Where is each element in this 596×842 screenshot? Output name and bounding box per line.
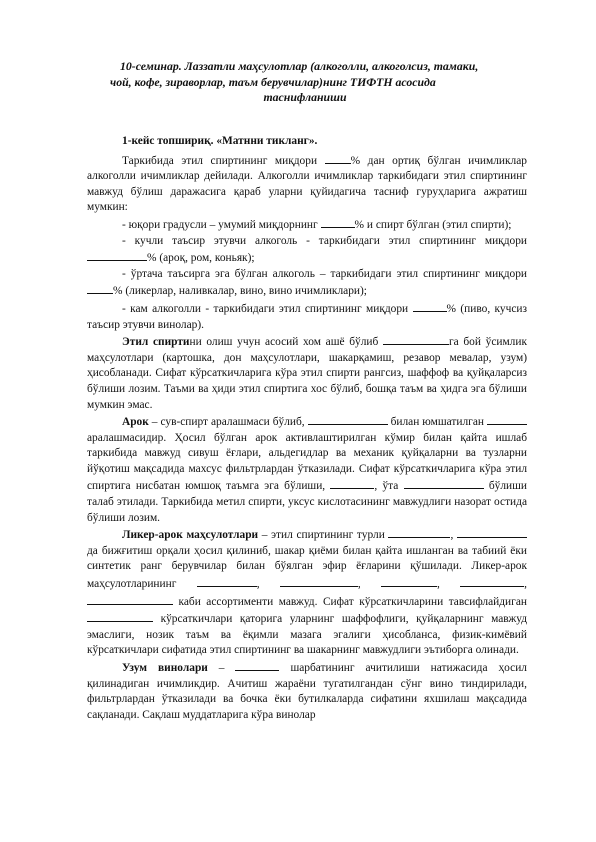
- fill-blank: [235, 659, 279, 671]
- term-liqueur-products: Ликер-арок маҳсулотлари: [122, 529, 259, 542]
- title-line-3: таснифланиши: [263, 90, 347, 105]
- title-line-2: чой, кофе, зираворлар, таъм берувчилар)нинг ТИФТН асосида: [110, 74, 436, 89]
- paragraph-strong: [87, 234, 527, 267]
- paragraph-text: - кучли таъсир этувчи алкоголь - таркибидаги этил спиртининг миқдори: [122, 234, 527, 247]
- fill-blank: [197, 575, 257, 587]
- fill-blank: [404, 477, 484, 489]
- paragraph-intro: [87, 152, 527, 216]
- fill-blank: [87, 610, 153, 622]
- fill-blank: [460, 575, 524, 587]
- paragraph-low: [87, 300, 527, 333]
- term-vodka: Арок: [122, 416, 149, 429]
- fill-blank: [87, 249, 147, 261]
- fill-blank: [280, 575, 358, 587]
- paragraph-text: га бой ўсимлик маҳсулотлари (картошка, дон маҳсулотлари, шакарқамиш, резавор мевалар, узум) ҳисобланади. Сифат кўрсаткичларига кўра этил спирти рангсиз, шаффоф ва қуйқаларсиз бўлиши лозим. Таъми ва ҳиди этил спиртига хос бўлиб, бошқа таъм ва ҳидга эга бўлиши мумкин эмас.: [87, 336, 528, 411]
- paragraph-high-degree: [87, 216, 527, 234]
- fill-blank: [383, 333, 449, 345]
- paragraph-text: % (ликерлар, наливкалар, вино, вино ичимликлари);: [113, 285, 367, 298]
- paragraph-text: % дан ортиқ бўлган ичимликлар алкоголли ичимликлар дейилади. Алкоголли ичимликлар таркибидаги этил спиртининг мавжуд бўлиш даражасига қараб уларни қуйидагича тасниф гуруҳларига ажратиш мумкин:: [87, 154, 527, 214]
- paragraph-text: – сув-спирт аралашмаси бўлиб,: [148, 416, 305, 429]
- paragraph-text: - юқори градусли – умумий миқдорнинг: [122, 218, 318, 231]
- paragraph-text: % (пиво, кучсиз таъсир этувчи винолар).: [87, 302, 527, 331]
- paragraph-text: % (ароқ, ром, коньяк);: [147, 252, 255, 265]
- paragraph-text: шарбатининг ачитилиши натижасида ҳосил қилинадиган ичимликдир. Ачитиш жараёни тугатилгандан сўнг вино тиндирилади, фильтрлардан ўтказилади ва бочка ёки бутилкаларда сифатини яхшилаш мақсадида сақланади. Сақлаш муддатларига кўра винолар: [87, 662, 527, 721]
- paragraph-liqueur: Ликер-арок маҳсулотлари – этил спиртининг турли , да бижғитиш орқали ҳосил қилиниб, шакар қиёми билан қайта ишланган ва табиий ёки синтетик ранг берувчилар билан бўялган эфир ёғларини қўшилади. Ликер-арок маҳсулотларининг , , , , каби ассортименти мавжуд. Сифат кўрсаткичларини тавсифлайдиган кўрсаткичлари қаторига уларнинг шаффофлиги, қуйқаларнинг мавжуд эмаслиги, нозик таъм ва ёқимли мазага эгалиги ҳисобланса, физик-кимёвий кўрсаткичлари сифатида этил спиртининг ва шакарнинг мавжудлиги эътиборга олинади.: [87, 526, 527, 659]
- paragraph-text: да бижғитиш орқали ҳосил қилиниб, шакар қиёми билан қайта ишланган ва табиий ёки синтетик ранг берувчилар билан бўялган эфир ёғларини қўшилади. Ликер-арок маҳсулотларининг: [87, 544, 527, 591]
- paragraph-text: кўрсаткичлари қаторига уларнинг шаффофлиги, қуйқаларнинг мавжуд эмаслиги, нозик таъм ва ёқимли мазага эгалиги ҳисобланса, физик-кимёвий кўрсаткичлари сифатида этил спиртининг ва шакарнинг мавжудлиги эътиборга олинади.: [87, 613, 527, 657]
- paragraph-text: - ўртача таъсирга эга бўлган алкоголь – таркибидаги этил спиртининг миқдори: [122, 267, 527, 280]
- paragraph-text: бўлиши талаб этилади. Таркибида метил спирти, уксус кислотасининг мавжудлиги назорат остида бўлиши лозим.: [87, 480, 527, 524]
- fill-blank: [388, 526, 450, 538]
- fill-blank: [321, 216, 355, 228]
- paragraph-text: –: [207, 662, 225, 674]
- term-ethyl-spirit: Этил спирти: [122, 336, 190, 349]
- paragraph-text: каби ассортименти мавжуд. Сифат кўрсаткичларини тавсифлайдиган: [178, 595, 527, 608]
- paragraph-text: Таркибида этил спиртининг миқдори: [122, 154, 318, 167]
- paragraph-text: аралашмасидир. Ҳосил бўлган арок активлаштирилган кўмир билан қайта ишлаб таркибида мавжуд сивуш ёғлари, альдегидлар ва механик қуйқаларни ва тузларни йўқотиш мақсадида махсус фильтрлардан ўтказилади. Сифат кўрсаткичларига кўра этил спиртига нисбатан юмшоқ таъмга эга бўлиши,: [87, 431, 527, 493]
- fill-blank: [87, 282, 113, 294]
- fill-blank: [457, 526, 527, 538]
- fill-blank: [308, 413, 388, 425]
- paragraph-grape-wines: [87, 659, 527, 723]
- title-line-1: 10-семинар. Лаззатли маҳсулотлар (алкоголли, алкоголсиз, тамаки,: [120, 59, 479, 73]
- paragraph-text: % и спирт бўлган (этил спирти);: [354, 218, 512, 231]
- paragraph-text: , ўта: [374, 480, 399, 493]
- fill-blank: [487, 413, 527, 425]
- case-heading: 1-кейс топшириқ. «Матнни тикланг».: [122, 135, 318, 147]
- paragraph-vodka: [87, 413, 527, 526]
- paragraph-ethyl: [87, 333, 527, 413]
- paragraph-text: – этил спиртининг турли: [258, 529, 385, 542]
- term-grape-wines: Узум винолари: [122, 662, 208, 674]
- paragraph-text: - кам алкоголли - таркибидаги этил спиртининг миқдори: [122, 302, 409, 315]
- fill-blank: [325, 152, 351, 164]
- paragraph-text: ни олиш учун асосий хом ашё бўлиб: [189, 336, 379, 349]
- fill-blank: [413, 300, 447, 312]
- paragraph-text: билан юмшатилган: [390, 416, 484, 429]
- document-body: [87, 134, 527, 723]
- seminar-title: [110, 59, 580, 106]
- fill-blank: [381, 575, 437, 587]
- fill-blank: [87, 593, 173, 605]
- fill-blank: [330, 477, 374, 489]
- paragraph-medium: [87, 267, 527, 300]
